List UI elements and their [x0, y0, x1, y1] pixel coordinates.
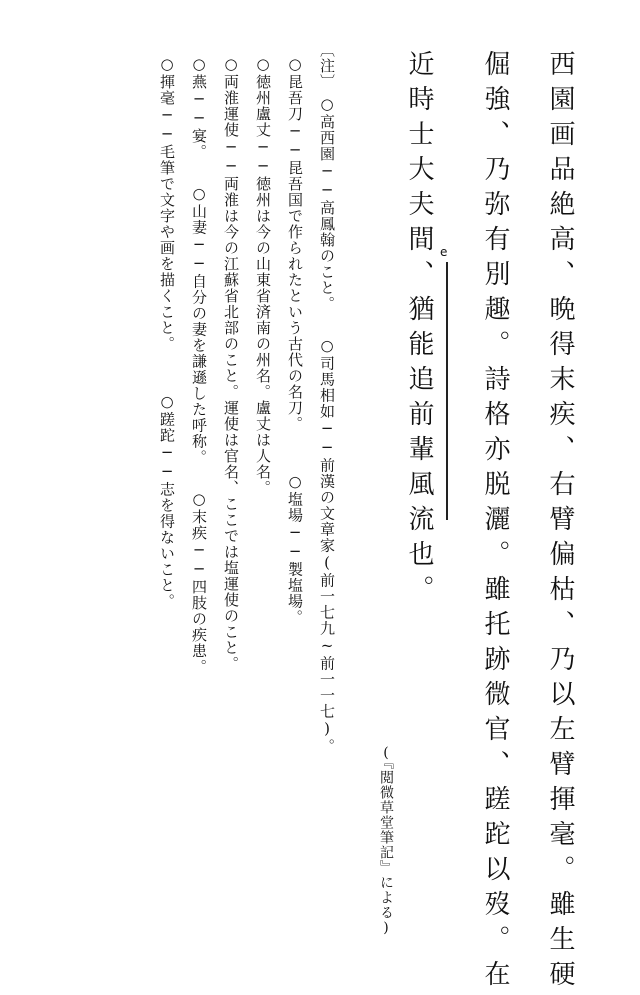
note-3: ○徳州盧丈──徳州は今の山東省済南の州名。盧丈は人名。 [254, 55, 272, 496]
note-4: ○両淮運使──両淮は今の江蘇省北部のこと。運使は官名、ここでは塩運使のこと。 [222, 55, 240, 672]
note-5: ○燕──宴。 ○山妻──自分の妻を謙遜した呼称。 ○末疾──四肢の疾患。 [190, 55, 208, 675]
source-citation: (『閲微草堂筆記』による) [378, 745, 394, 937]
sideline-label: e [440, 245, 448, 259]
note-1: ○高西園──高鳳翰のこと。 ○司馬相如──前漢の文章家(前一七九~前一一七)。 [318, 95, 336, 755]
poem-line-3: 近時士大夫間、猶能追前輩風流也。 [404, 50, 434, 610]
notes-heading: 〔注〕 [318, 42, 336, 90]
poem-line-2: 倔強、乃弥有別趣。詩格亦脱灑。雖托跡微官、蹉跎以歿。在 [480, 50, 510, 995]
sideline-mark [446, 262, 448, 520]
note-2: ○昆吾刀──昆吾国で作られたという古代の名刀。 ○塩場──製塩場。 [286, 55, 304, 626]
poem-line-1: 西園画品絶高、晩得末疾、右臂偏枯、乃以左臂揮毫。雖生硬 [545, 50, 575, 995]
note-6: ○揮毫──毛筆で文字や画を描くこと。 ○蹉跎──志を得ないこと。 [158, 55, 176, 610]
